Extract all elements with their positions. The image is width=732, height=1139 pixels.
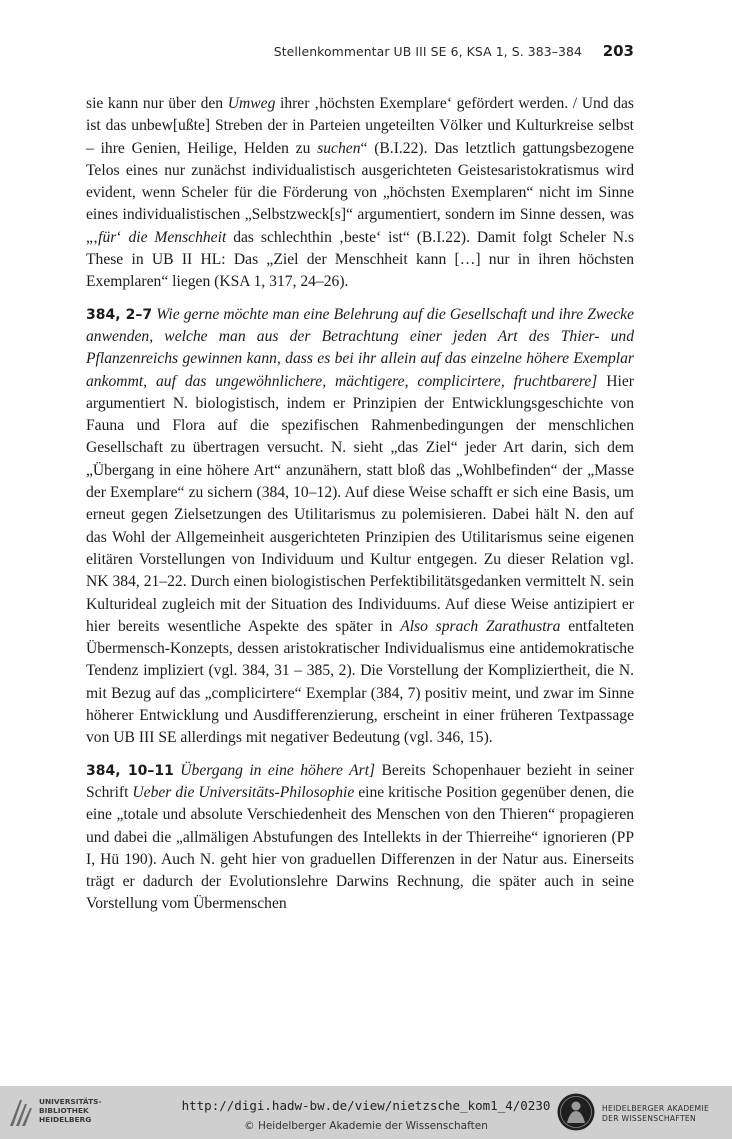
italic-text-run: Umweg [227,95,276,112]
italic-text-run: Also sprach Zarathustra [400,617,561,635]
page-header [86,42,634,66]
italic-text-run: suchen [317,139,361,157]
text-run: “ (B.I.22). Das letztlich gattungsbezogene Telos eines nur zunächst individualistisch ausgerichteten Geistesaristokratismus wird evident, wenn Scheler für die Förderung von „höchsten Exemplaren“ nicht im Sinne eines individualistischen „Selbstzweck[s]“ argumentiert, sondern im Sinne dessen, was „‚ [86,139,634,246]
paragraph-2 [86,304,634,750]
text-run: das schlechthin ‚beste‘ ist“ (B.I.22). Damit folgt Scheler N.s These in UB II HL: Das „Ziel der Menschheit kann […] nur in ihren höchsten Exemplaren“ liegen (KSA 1, 317, 24–26). [86,228,635,291]
lemma-reference: 384, 2–7 [86,306,153,323]
text-run: entfalteten Übermensch-Konzepts, dessen aristokratischer Individualismus eine antidemokratische Tendenz impliziert (vgl. 384, 31 – 385, 2). Die Vorstellung der Kompliziertheit, die N. mit Bezug auf das „complicirtere“ Exemplar (384, 7) positiv meint, und zwar im Sinne höherer Entwicklung und Ausdifferenzierung, erscheint in einer früheren Textpassage von UB III SE allerdings mit negativer Bedeutung (vgl. 346, 15). [86,617,635,747]
footer-bar [0,1086,732,1139]
copyright-notice: © Heidelberger Akademie der Wissenschaften [244,1120,488,1132]
italic-text-run: die Menschheit [128,228,227,246]
italic-text-run: für [98,228,117,246]
page-number: 203 [602,42,634,60]
text-run: sie kann nur über den [86,95,228,112]
text-run: Bereits Schopenhauer bezieht in seiner Schrift [86,761,634,801]
academy-logo-text: HEIDELBERGER AKADEMIE DER WISSENSCHAFTEN [602,1104,710,1123]
lemma-reference: 384, 10–11 [86,762,174,779]
text-run: ihrer ‚höchsten Exemplare‘ gefördert werden. / Und das ist das unbew[ußte] Streben der in Parteien ungeteilten Völker und Kulturkreise selbst – ihre Genien, Heilige, Helden zu [86,95,634,157]
academy-logo [556,1092,726,1134]
text-run: Hier argumentiert N. biologistisch, indem er Prinzipien der Entwicklungsgeschichte von Fauna und Flora auf die spezifischen Rahmenbedingungen der menschlichen Gesellschaft zu übertragen versucht. N. sieht „das Ziel“ jeder Art darin, sich dem „Übergang in eine höhere Art“ anzunähern, statt bloß das „Wohlbefinden“ der „Masse der Exemplare“ zu sichern (384, 10–12). Auf diese Weise schafft er sich eine Basis, um erneut gegen Zielsetzungen des Utilitarismus zu polemisieren. Dabei hält N. den auf das Wohl der Allgemeinheit ausgerichteten Prinzipien des Utilitarismus seine eigenen elitären Vorstellungen von Individuum und Kultur entgegen. Zu dieser Relation vgl. NK 384, 21–22. Durch einen biologistischen Perfektibilitätsgedanken vermittelt N. sein Kulturideal zugleich mit der Situation des Individuums. Auf diese Weise antizipiert er hier bereits wesentliche Aspekte des später in [86,372,634,635]
text-run: ‘ [116,228,129,246]
running-head: Stellenkommentar UB III SE 6, KSA 1, S. 383–384 [273,44,582,59]
page-body [86,93,634,916]
lemma-text: Wie gerne möchte man eine Belehrung auf die Gesellschaft und ihre Zwecke anwenden, welche man aus der Betrachtung einer jeden Art des Thier- und Pflanzenreichs gewinnen kann, dass es bei ihr allein auf das einzelne höhere Exemplar ankommt, auf das ungewöhnlichere, mächtigere, complicirtere, fruchtbarere] [86,305,634,390]
academy-seal-icon [556,1092,596,1132]
paragraph-3 [86,760,634,916]
paragraph-1 [86,93,634,294]
lemma-text: Übergang in eine höhere Art] [180,761,376,779]
text-run: eine kritische Position gegenüber denen, die eine „totale und absolute Verschiedenheit des Menschen von den Thieren“ propagieren und dabei die „allmäligen Abstufungen des Intellekts in der Thierreihe“ ignorieren (PP I, Hü 190). Auch N. geht hier von graduellen Differenzen in der Natur aus. Einerseits trägt er dadurch der Evolutionslehre Darwins Rechnung, die später auch in seine Vorstellung vom Übermenschen [86,783,634,913]
library-logo-text: UNIVERSITÄTS- BIBLIOTHEK HEIDELBERG [39,1097,102,1124]
italic-text-run: Ueber die Universitäts-Philosophie [132,783,355,801]
source-url[interactable]: http://digi.hadw-bw.de/view/nietzsche_kom1_4/0230 [181,1098,551,1113]
